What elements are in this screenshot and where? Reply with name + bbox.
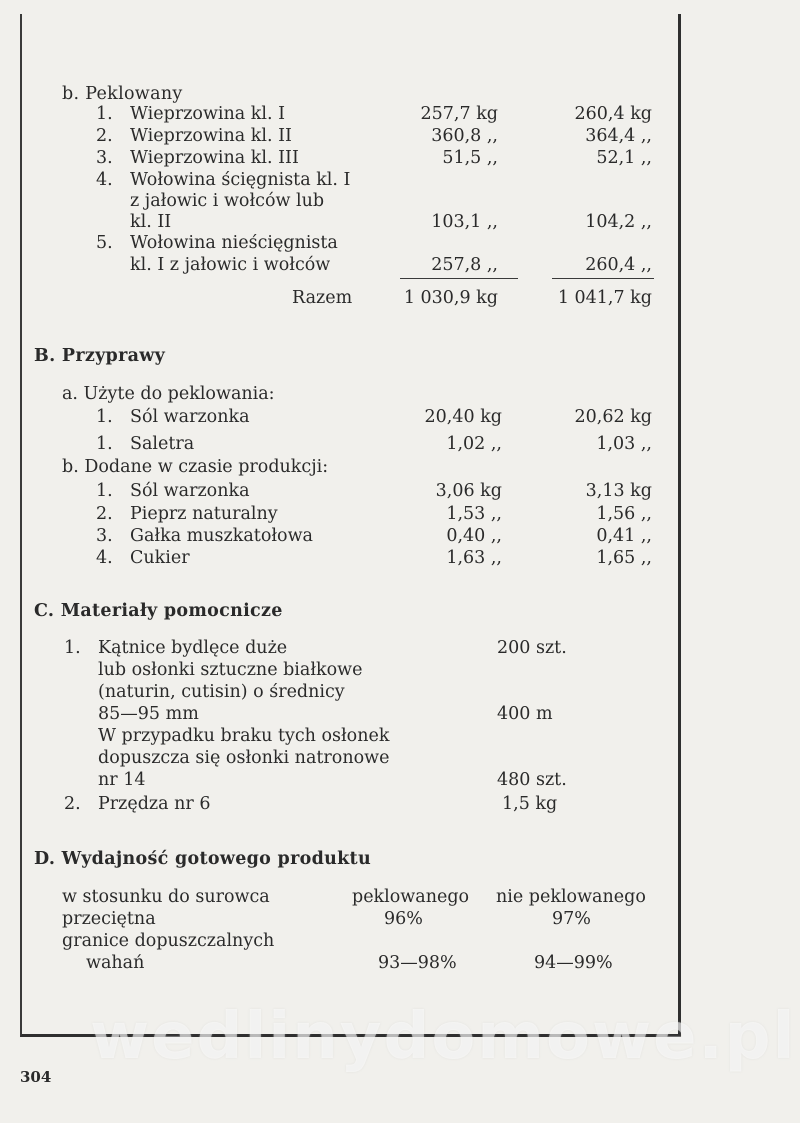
row-value-col1: 3,06 kg bbox=[435, 481, 502, 501]
section-heading-wydajnosc: D. Wydajność gotowego produktu bbox=[34, 849, 371, 869]
yield-avg-label: przeciętna bbox=[62, 909, 156, 929]
yield-range-col1: 93—98% bbox=[378, 953, 457, 973]
yield-header-col2: nie peklowanego bbox=[496, 887, 646, 907]
row-value-col1: 1,53 ,, bbox=[446, 504, 502, 524]
item-line: (naturin, cutisin) o średnicy bbox=[98, 682, 345, 702]
row-name: Saletra bbox=[130, 434, 195, 454]
page-number: 304 bbox=[20, 1068, 52, 1086]
row-name: Wieprzowina kl. II bbox=[130, 126, 292, 146]
subheading: b. Dodane w czasie produkcji: bbox=[62, 457, 329, 477]
item-num: 1. bbox=[64, 638, 81, 658]
total-label: Razem bbox=[292, 288, 353, 308]
row-value-col2: 104,2 ,, bbox=[585, 212, 652, 232]
item-name: Przędza nr 6 bbox=[98, 794, 211, 814]
row-value-col1: 51,5 ,, bbox=[442, 148, 498, 168]
row-name: Gałka muszkatołowa bbox=[130, 526, 313, 546]
item-line: 85—95 mm bbox=[98, 704, 199, 724]
row-value-col2: 260,4 ,, bbox=[585, 255, 652, 275]
row-value-col1: 0,40 ,, bbox=[446, 526, 502, 546]
row-value-col1: 20,40 kg bbox=[424, 407, 502, 427]
yield-header-col1: peklowanego bbox=[352, 887, 470, 907]
row-name-line: kl. II bbox=[130, 212, 172, 232]
row-num: 2. bbox=[96, 504, 113, 524]
row-num: 5. bbox=[96, 233, 113, 253]
row-name: Cukier bbox=[130, 548, 190, 568]
total-value-col1: 1 030,9 kg bbox=[403, 288, 498, 308]
row-value-col2: 364,4 ,, bbox=[585, 126, 652, 146]
sum-rule-col2 bbox=[552, 278, 654, 279]
row-name: Wieprzowina kl. III bbox=[130, 148, 299, 168]
row-value-col1: 257,8 ,, bbox=[431, 255, 498, 275]
row-num: 3. bbox=[96, 526, 113, 546]
row-value-col2: 1,56 ,, bbox=[596, 504, 652, 524]
row-num: 3. bbox=[96, 148, 113, 168]
row-value-col2: 1,65 ,, bbox=[596, 548, 652, 568]
section-heading-materialy: C. Materiały pomocnicze bbox=[34, 601, 283, 621]
yield-range-label: granice dopuszczalnych bbox=[62, 931, 275, 951]
item-qty: 480 szt. bbox=[497, 770, 567, 790]
row-name-line: Wołowina nieścięgnista bbox=[130, 233, 338, 253]
item-line: W przypadku braku tych osłonek bbox=[98, 726, 390, 746]
item-line: Kątnice bydlęce duże bbox=[98, 638, 288, 658]
row-name: Sól warzonka bbox=[130, 481, 250, 501]
row-name-line: z jałowic i wołców lub bbox=[130, 191, 325, 211]
section-heading-peklowany: b. Peklowany bbox=[62, 84, 183, 104]
item-qty: 1,5 kg bbox=[502, 794, 558, 814]
subheading: a. Użyte do peklowania: bbox=[62, 384, 275, 404]
item-line: nr 14 bbox=[98, 770, 146, 790]
yield-range-label: wahań bbox=[86, 953, 145, 973]
row-value-col2: 1,03 ,, bbox=[596, 434, 652, 454]
total-value-col2: 1 041,7 kg bbox=[557, 288, 652, 308]
row-name: Wieprzowina kl. I bbox=[130, 104, 286, 124]
row-value-col2: 3,13 kg bbox=[585, 481, 652, 501]
yield-range-col2: 94—99% bbox=[534, 953, 613, 973]
row-value-col1: 1,02 ,, bbox=[446, 434, 502, 454]
row-value-col1: 257,7 kg bbox=[420, 104, 498, 124]
row-num: 4. bbox=[96, 170, 113, 190]
row-value-col1: 103,1 ,, bbox=[431, 212, 498, 232]
watermark: wedlinydomowe.pl bbox=[90, 1000, 797, 1074]
row-value-col2: 0,41 ,, bbox=[596, 526, 652, 546]
item-line: dopuszcza się osłonki natronowe bbox=[98, 748, 390, 768]
row-name-line: kl. I z jałowic i wołców bbox=[130, 255, 331, 275]
row-num: 2. bbox=[96, 126, 113, 146]
row-name-line: Wołowina ścięgnista kl. I bbox=[130, 170, 351, 190]
row-num: 1. bbox=[96, 481, 113, 501]
row-value-col1: 1,63 ,, bbox=[446, 548, 502, 568]
item-qty: 200 szt. bbox=[497, 638, 567, 658]
section-heading-przyprawy: B. Przyprawy bbox=[34, 346, 166, 366]
item-qty: 400 m bbox=[497, 704, 553, 724]
row-num: 1. bbox=[96, 407, 113, 427]
row-value-col2: 52,1 ,, bbox=[596, 148, 652, 168]
sum-rule-col1 bbox=[400, 278, 518, 279]
row-num: 1. bbox=[96, 434, 113, 454]
yield-avg-col1: 96% bbox=[384, 909, 423, 929]
yield-header-label: w stosunku do surowca bbox=[62, 887, 270, 907]
row-value-col2: 260,4 kg bbox=[574, 104, 652, 124]
item-line: lub osłonki sztuczne białkowe bbox=[98, 660, 363, 680]
row-name: Sól warzonka bbox=[130, 407, 250, 427]
row-num: 1. bbox=[96, 104, 113, 124]
yield-avg-col2: 97% bbox=[552, 909, 591, 929]
row-value-col2: 20,62 kg bbox=[574, 407, 652, 427]
row-num: 4. bbox=[96, 548, 113, 568]
row-name: Pieprz naturalny bbox=[130, 504, 278, 524]
row-value-col1: 360,8 ,, bbox=[431, 126, 498, 146]
item-num: 2. bbox=[64, 794, 81, 814]
